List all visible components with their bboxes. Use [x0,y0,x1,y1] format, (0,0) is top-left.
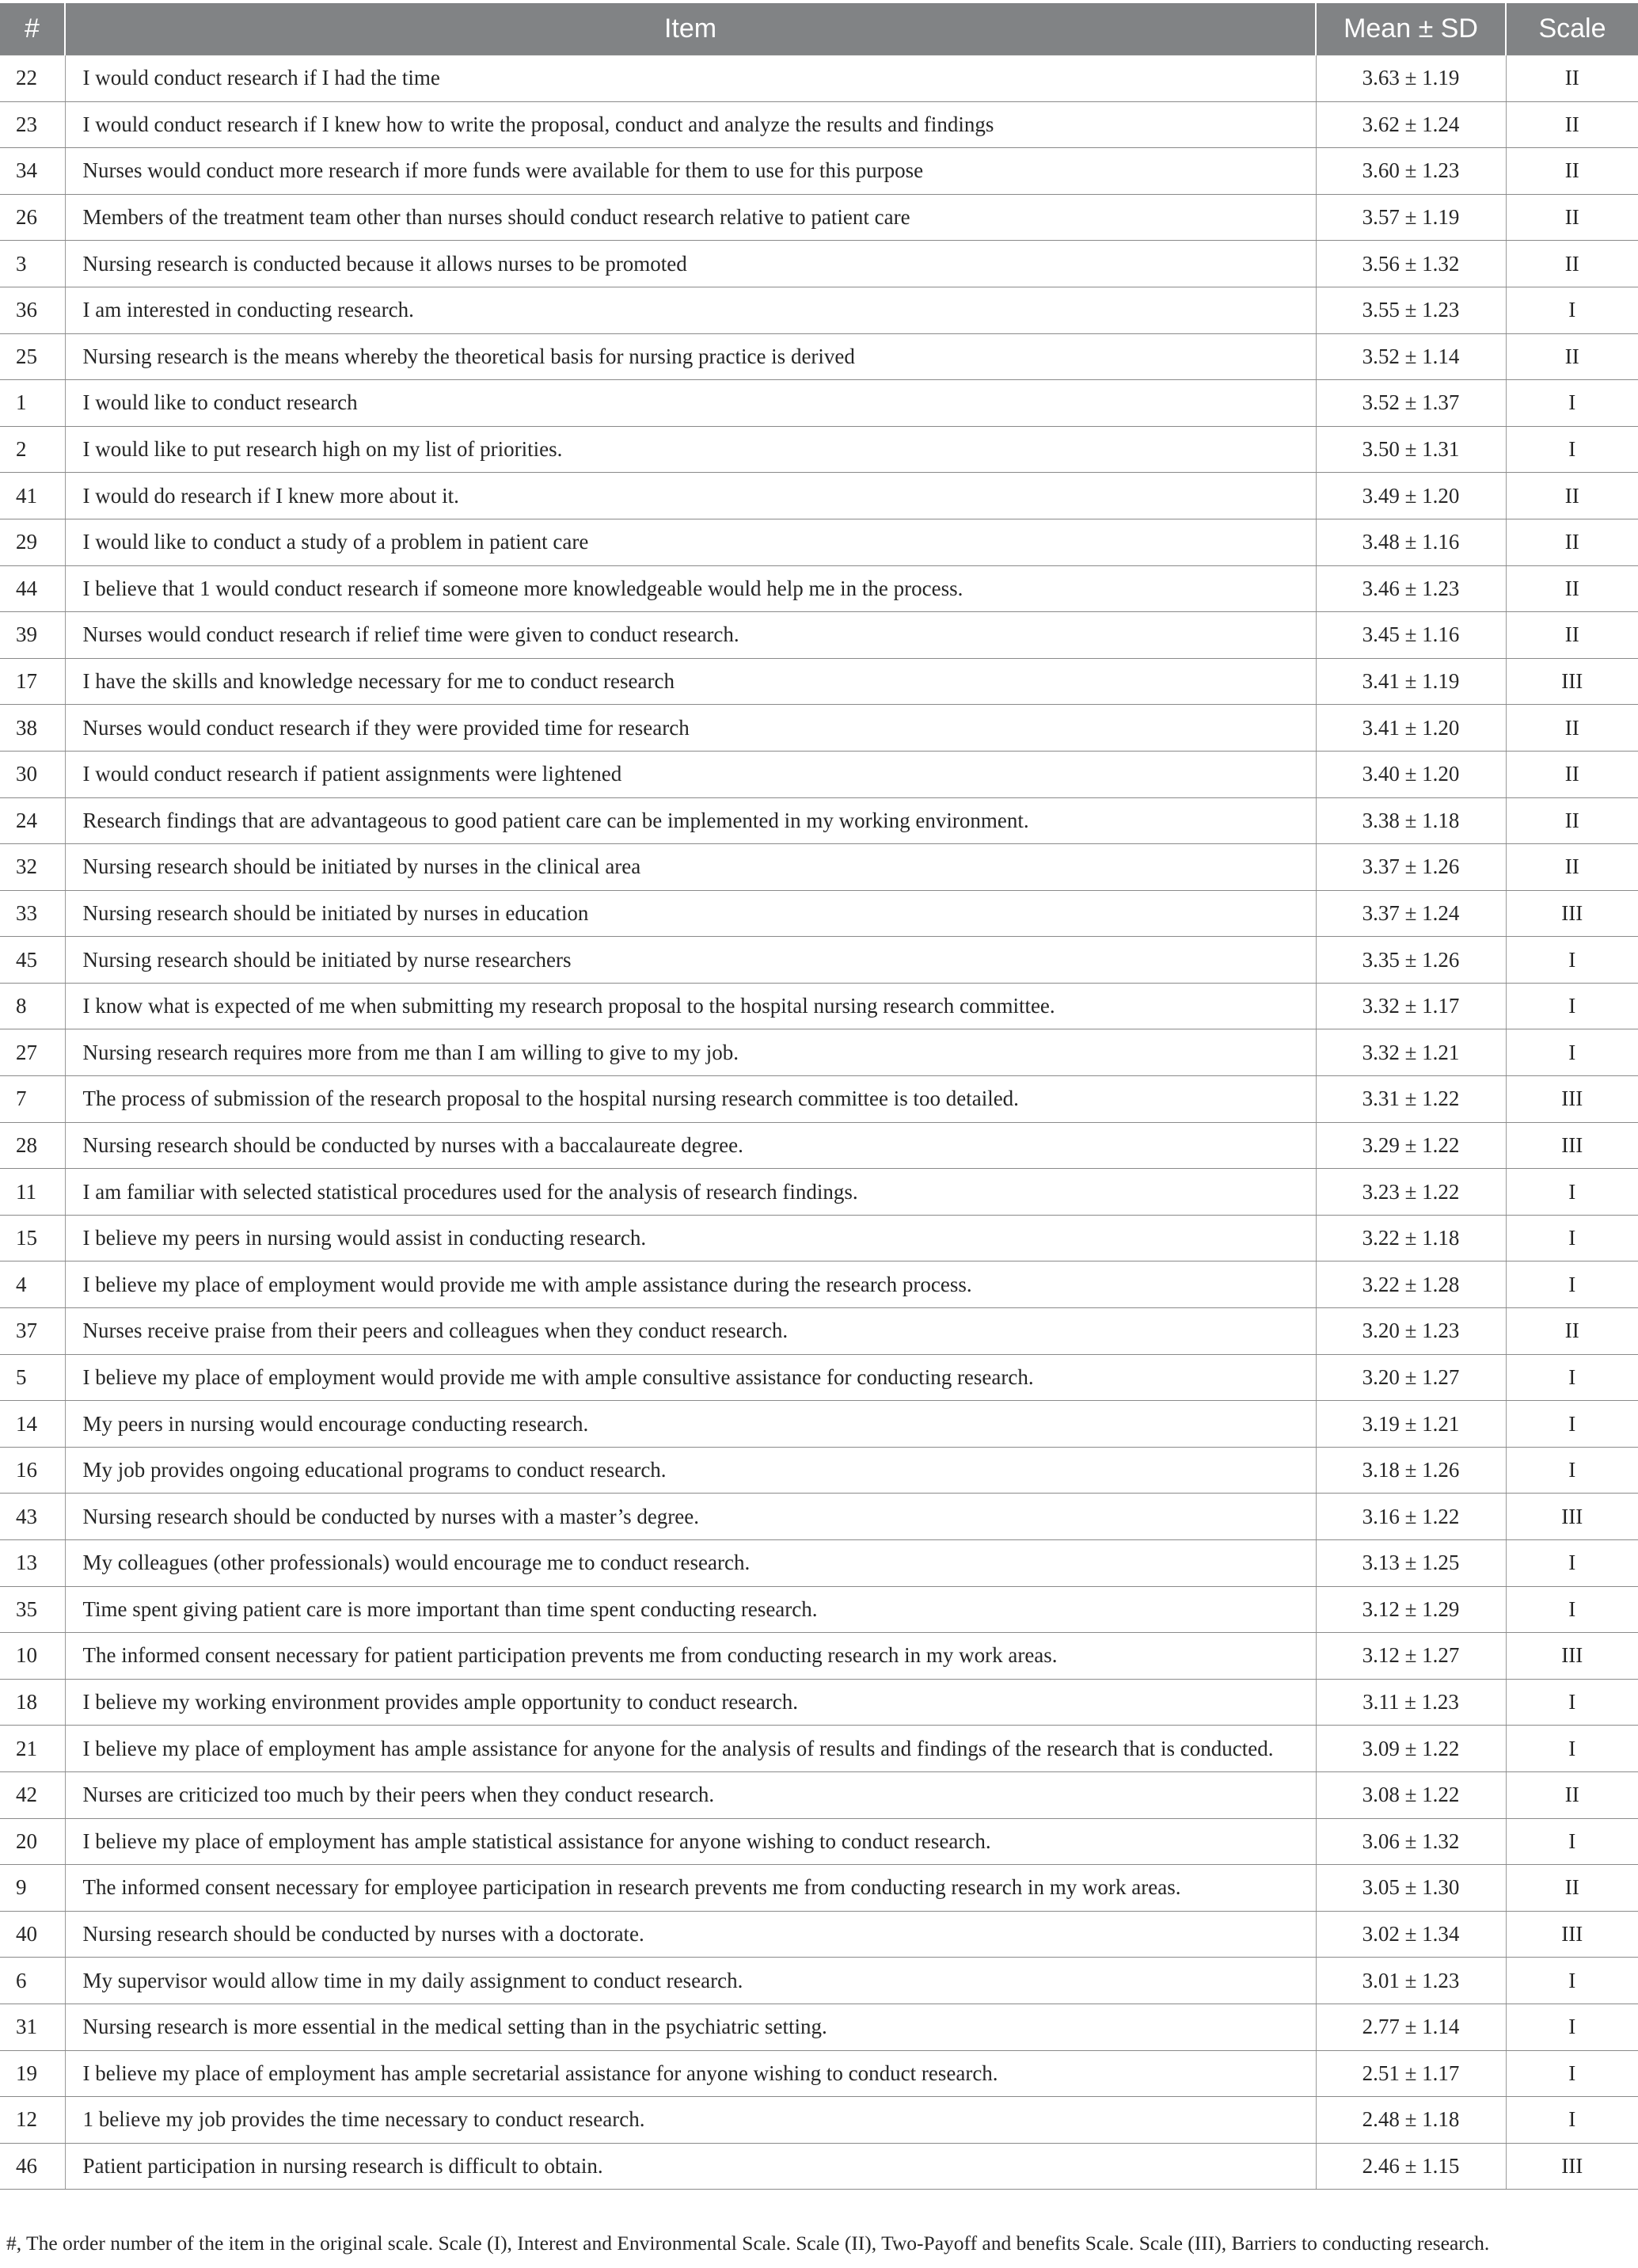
mean-sd-value: 3.40 ± 1.20 [1316,751,1506,797]
table-row [0,1911,1638,1958]
item-number: 31 [0,2004,65,2050]
table-row [0,1354,1638,1401]
table-container [0,3,1638,2190]
item-number: 24 [0,797,65,844]
item-text: I have the skills and knowledge necessary for me to conduct research [65,658,1316,705]
item-number: 19 [0,2050,65,2097]
scale-value: I [1506,1261,1638,1308]
item-text: Time spent giving patient care is more important than time spent conducting research. [65,1586,1316,1633]
mean-sd-value: 3.35 ± 1.26 [1316,937,1506,984]
item-number: 13 [0,1540,65,1587]
item-number: 1 [0,380,65,427]
table-row [0,983,1638,1029]
item-text: My supervisor would allow time in my daily assignment to conduct research. [65,1958,1316,2004]
scale-value: II [1506,751,1638,797]
scale-value: I [1506,380,1638,427]
item-number: 39 [0,612,65,659]
scale-value: III [1506,1911,1638,1958]
table-row [0,1308,1638,1355]
scale-value: I [1506,1401,1638,1448]
mean-sd-value: 2.51 ± 1.17 [1316,2050,1506,2097]
item-text: I believe my place of employment would provide me with ample consultive assistance for conducting research. [65,1354,1316,1401]
scale-value: I [1506,937,1638,984]
mean-sd-value: 3.32 ± 1.21 [1316,1029,1506,1076]
item-number: 44 [0,565,65,612]
scale-value: II [1506,241,1638,287]
mean-sd-value: 3.49 ± 1.20 [1316,473,1506,519]
scale-value: II [1506,1308,1638,1355]
mean-sd-value: 3.55 ± 1.23 [1316,287,1506,333]
item-number: 2 [0,426,65,473]
mean-sd-value: 3.05 ± 1.30 [1316,1865,1506,1912]
header-scale: Scale [1506,3,1638,55]
table-row [0,333,1638,380]
table-row [0,890,1638,937]
scale-value: II [1506,565,1638,612]
mean-sd-value: 3.11 ± 1.23 [1316,1679,1506,1726]
item-number: 15 [0,1215,65,1261]
item-number: 7 [0,1076,65,1123]
item-text: I believe that 1 would conduct research if someone more knowledgeable would help me in the process. [65,565,1316,612]
table-row [0,937,1638,984]
item-text: I believe my place of employment has ample secretarial assistance for anyone wishing to conduct research. [65,2050,1316,2097]
item-number: 38 [0,705,65,752]
scale-value: III [1506,1076,1638,1123]
item-number: 5 [0,1354,65,1401]
scale-value: II [1506,473,1638,519]
mean-sd-value: 3.20 ± 1.23 [1316,1308,1506,1355]
scale-value: II [1506,101,1638,148]
item-text: I am familiar with selected statistical procedures used for the analysis of research findings. [65,1169,1316,1216]
table-row [0,1540,1638,1587]
mean-sd-value: 3.16 ± 1.22 [1316,1494,1506,1540]
item-number: 45 [0,937,65,984]
mean-sd-value: 3.12 ± 1.29 [1316,1586,1506,1633]
scale-value: II [1506,519,1638,565]
mean-sd-value: 3.52 ± 1.37 [1316,380,1506,427]
scale-value: I [1506,1354,1638,1401]
item-text: Nursing research should be conducted by nurses with a baccalaureate degree. [65,1122,1316,1169]
mean-sd-value: 3.02 ± 1.34 [1316,1911,1506,1958]
item-number: 46 [0,2143,65,2190]
mean-sd-value: 3.18 ± 1.26 [1316,1447,1506,1494]
mean-sd-value: 3.06 ± 1.32 [1316,1818,1506,1865]
scale-value: I [1506,1726,1638,1772]
table-row [0,2097,1638,2144]
mean-sd-value: 3.37 ± 1.24 [1316,890,1506,937]
scale-value: III [1506,1633,1638,1680]
item-number: 12 [0,2097,65,2144]
scale-value: I [1506,1029,1638,1076]
mean-sd-value: 3.50 ± 1.31 [1316,426,1506,473]
table-row [0,1401,1638,1448]
mean-sd-value: 3.29 ± 1.22 [1316,1122,1506,1169]
scale-value: II [1506,333,1638,380]
item-text: Nursing research is more essential in the medical setting than in the psychiatric setting. [65,2004,1316,2050]
table-row [0,658,1638,705]
mean-sd-value: 2.48 ± 1.18 [1316,2097,1506,2144]
items-table [0,3,1638,2190]
table-row [0,1169,1638,1216]
table-row [0,1447,1638,1494]
item-number: 11 [0,1169,65,1216]
scale-value: II [1506,612,1638,659]
item-text: Nursing research is conducted because it allows nurses to be promoted [65,241,1316,287]
table-row [0,2004,1638,2050]
table-row [0,1261,1638,1308]
scale-value: I [1506,1540,1638,1587]
scale-value: I [1506,287,1638,333]
mean-sd-value: 3.56 ± 1.32 [1316,241,1506,287]
item-number: 28 [0,1122,65,1169]
scale-value: II [1506,148,1638,195]
mean-sd-value: 2.46 ± 1.15 [1316,2143,1506,2190]
mean-sd-value: 3.45 ± 1.16 [1316,612,1506,659]
mean-sd-value: 3.01 ± 1.23 [1316,1958,1506,2004]
item-text: Nursing research should be conducted by nurses with a doctorate. [65,1911,1316,1958]
item-text: I believe my place of employment has ample statistical assistance for anyone wishing to conduct research. [65,1818,1316,1865]
scale-value: I [1506,1447,1638,1494]
table-row [0,751,1638,797]
mean-sd-value: 3.62 ± 1.24 [1316,101,1506,148]
item-text: I believe my place of employment has ample assistance for anyone for the analysis of results and findings of the research that is conducted. [65,1726,1316,1772]
table-row [0,101,1638,148]
item-text: The informed consent necessary for patient participation prevents me from conducting research in my work areas. [65,1633,1316,1680]
item-number: 41 [0,473,65,519]
item-text: Nurses are criticized too much by their peers when they conduct research. [65,1771,1316,1818]
item-text: I would like to put research high on my list of priorities. [65,426,1316,473]
mean-sd-value: 3.22 ± 1.28 [1316,1261,1506,1308]
table-row [0,1771,1638,1818]
table-row [0,2050,1638,2097]
table-row [0,1865,1638,1912]
item-text: The process of submission of the research proposal to the hospital nursing research committee is too detailed. [65,1076,1316,1123]
table-row [0,1215,1638,1261]
table-row [0,1586,1638,1633]
mean-sd-value: 3.13 ± 1.25 [1316,1540,1506,1587]
scale-value: I [1506,1169,1638,1216]
item-number: 23 [0,101,65,148]
item-number: 21 [0,1726,65,1772]
mean-sd-value: 3.60 ± 1.23 [1316,148,1506,195]
item-text: Nursing research should be conducted by nurses with a master’s degree. [65,1494,1316,1540]
scale-value: I [1506,2050,1638,2097]
item-number: 16 [0,1447,65,1494]
table-row [0,844,1638,891]
header-item: Item [65,3,1316,55]
item-text: Nurses would conduct research if they were provided time for research [65,705,1316,752]
item-text: Research findings that are advantageous to good patient care can be implemented in my working environment. [65,797,1316,844]
header-row [0,3,1638,55]
mean-sd-value: 3.09 ± 1.22 [1316,1726,1506,1772]
mean-sd-value: 3.22 ± 1.18 [1316,1215,1506,1261]
header-number: # [0,3,65,55]
item-number: 33 [0,890,65,937]
scale-value: II [1506,55,1638,102]
scale-value: I [1506,1958,1638,2004]
scale-value: II [1506,844,1638,891]
item-text: I would conduct research if I had the time [65,55,1316,102]
item-number: 4 [0,1261,65,1308]
scale-value: I [1506,1818,1638,1865]
table-row [0,1076,1638,1123]
table-row [0,287,1638,333]
item-text: I would like to conduct a study of a problem in patient care [65,519,1316,565]
mean-sd-value: 3.52 ± 1.14 [1316,333,1506,380]
table-row [0,1494,1638,1540]
table-row [0,565,1638,612]
item-number: 34 [0,148,65,195]
scale-value: II [1506,1865,1638,1912]
item-text: I would do research if I knew more about it. [65,473,1316,519]
table-row [0,1958,1638,2004]
item-number: 14 [0,1401,65,1448]
item-text: Members of the treatment team other than nurses should conduct research relative to patient care [65,194,1316,241]
item-number: 8 [0,983,65,1029]
item-number: 30 [0,751,65,797]
item-text: Nursing research should be initiated by nurses in the clinical area [65,844,1316,891]
item-text: Nursing research should be initiated by nurses in education [65,890,1316,937]
table-row [0,148,1638,195]
item-text: My peers in nursing would encourage conducting research. [65,1401,1316,1448]
item-text: Nurses receive praise from their peers and colleagues when they conduct research. [65,1308,1316,1355]
table-row [0,1726,1638,1772]
item-number: 3 [0,241,65,287]
mean-sd-value: 3.19 ± 1.21 [1316,1401,1506,1448]
table-row [0,380,1638,427]
mean-sd-value: 2.77 ± 1.14 [1316,2004,1506,2050]
item-text: I believe my peers in nursing would assist in conducting research. [65,1215,1316,1261]
table-row [0,1679,1638,1726]
scale-value: I [1506,426,1638,473]
item-text: I would conduct research if I knew how to write the proposal, conduct and analyze the results and findings [65,101,1316,148]
scale-value: I [1506,1679,1638,1726]
table-row [0,1122,1638,1169]
item-number: 9 [0,1865,65,1912]
mean-sd-value: 3.48 ± 1.16 [1316,519,1506,565]
item-number: 43 [0,1494,65,1540]
scale-value: II [1506,1771,1638,1818]
scale-value: II [1506,705,1638,752]
scale-value: I [1506,1586,1638,1633]
item-number: 25 [0,333,65,380]
item-number: 26 [0,194,65,241]
item-text: Nurses would conduct research if relief time were given to conduct research. [65,612,1316,659]
scale-value: III [1506,658,1638,705]
mean-sd-value: 3.08 ± 1.22 [1316,1771,1506,1818]
table-row [0,612,1638,659]
item-text: Nursing research requires more from me than I am willing to give to my job. [65,1029,1316,1076]
mean-sd-value: 3.23 ± 1.22 [1316,1169,1506,1216]
scale-value: II [1506,797,1638,844]
table-row [0,705,1638,752]
item-text: I know what is expected of me when submitting my research proposal to the hospital nursing research committee. [65,983,1316,1029]
item-number: 40 [0,1911,65,1958]
scale-value: I [1506,2004,1638,2050]
table-row [0,1633,1638,1680]
item-text: My colleagues (other professionals) would encourage me to conduct research. [65,1540,1316,1587]
mean-sd-value: 3.63 ± 1.19 [1316,55,1506,102]
mean-sd-value: 3.31 ± 1.22 [1316,1076,1506,1123]
item-number: 18 [0,1679,65,1726]
table-row [0,194,1638,241]
scale-value: III [1506,1122,1638,1169]
item-text: Nursing research should be initiated by nurse researchers [65,937,1316,984]
item-text: My job provides ongoing educational programs to conduct research. [65,1447,1316,1494]
item-number: 6 [0,1958,65,2004]
table-row [0,519,1638,565]
table-row [0,1029,1638,1076]
item-number: 35 [0,1586,65,1633]
mean-sd-value: 3.41 ± 1.19 [1316,658,1506,705]
item-number: 27 [0,1029,65,1076]
item-number: 20 [0,1818,65,1865]
table-row [0,241,1638,287]
item-text: I believe my place of employment would provide me with ample assistance during the research process. [65,1261,1316,1308]
item-number: 37 [0,1308,65,1355]
scale-value: I [1506,1215,1638,1261]
table-row [0,797,1638,844]
mean-sd-value: 3.37 ± 1.26 [1316,844,1506,891]
item-number: 42 [0,1771,65,1818]
item-number: 29 [0,519,65,565]
mean-sd-value: 3.57 ± 1.19 [1316,194,1506,241]
table-header [0,3,1638,55]
item-text: 1 believe my job provides the time necessary to conduct research. [65,2097,1316,2144]
item-text: Patient participation in nursing research is difficult to obtain. [65,2143,1316,2190]
scale-value: I [1506,983,1638,1029]
mean-sd-value: 3.46 ± 1.23 [1316,565,1506,612]
scale-value: I [1506,2097,1638,2144]
item-number: 17 [0,658,65,705]
item-number: 32 [0,844,65,891]
header-mean-sd: Mean ± SD [1316,3,1506,55]
table-row [0,473,1638,519]
mean-sd-value: 3.41 ± 1.20 [1316,705,1506,752]
item-text: Nursing research is the means whereby the theoretical basis for nursing practice is derived [65,333,1316,380]
scale-value: III [1506,1494,1638,1540]
table-body [0,55,1638,2190]
item-number: 22 [0,55,65,102]
table-row [0,55,1638,102]
item-text: I believe my working environment provides ample opportunity to conduct research. [65,1679,1316,1726]
table-row [0,1818,1638,1865]
scale-value: III [1506,890,1638,937]
mean-sd-value: 3.12 ± 1.27 [1316,1633,1506,1680]
scale-value: II [1506,194,1638,241]
item-number: 36 [0,287,65,333]
table-row [0,2143,1638,2190]
item-text: I would conduct research if patient assignments were lightened [65,751,1316,797]
item-text: I am interested in conducting research. [65,287,1316,333]
mean-sd-value: 3.38 ± 1.18 [1316,797,1506,844]
table-row [0,426,1638,473]
item-text: Nurses would conduct more research if more funds were available for them to use for this purpose [65,148,1316,195]
table-footnote: #, The order number of the item in the original scale. Scale (I), Interest and Environmental Scale. Scale (II), Two-Payoff and benefits Scale. Scale (III), Barriers to conducting research. [6,2232,1490,2255]
scale-value: III [1506,2143,1638,2190]
item-text: The informed consent necessary for employee participation in research prevents me from conducting research in my work areas. [65,1865,1316,1912]
item-text: I would like to conduct research [65,380,1316,427]
item-number: 10 [0,1633,65,1680]
mean-sd-value: 3.32 ± 1.17 [1316,983,1506,1029]
mean-sd-value: 3.20 ± 1.27 [1316,1354,1506,1401]
